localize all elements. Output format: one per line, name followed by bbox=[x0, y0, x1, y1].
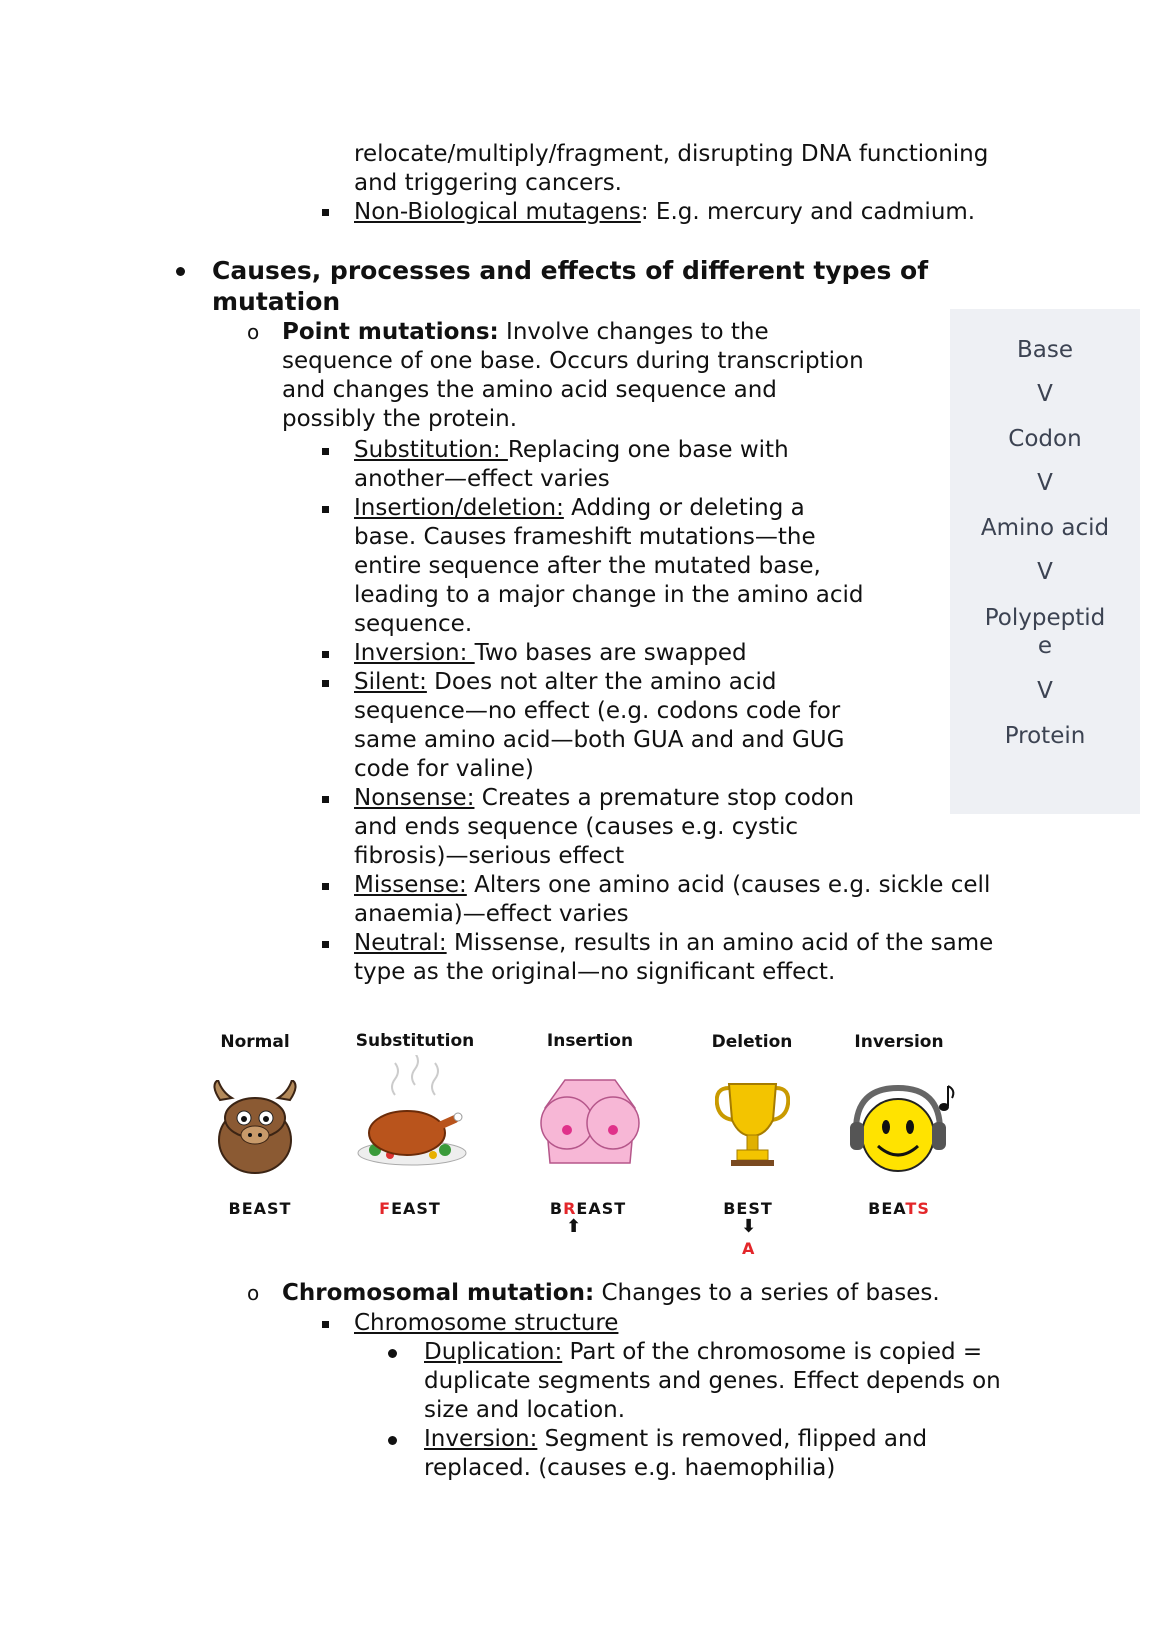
word-part: EAST bbox=[576, 1199, 627, 1218]
word-part: BEA bbox=[868, 1199, 906, 1218]
figure-label: Substitution bbox=[355, 1031, 475, 1051]
sidebar-amino: Amino acid bbox=[980, 515, 1110, 541]
item-label: Missense: bbox=[354, 872, 467, 898]
text-line: another—effect varies bbox=[354, 466, 610, 492]
item-label: Neutral: bbox=[354, 930, 447, 956]
section-heading-cont: mutation bbox=[212, 287, 341, 316]
text-line: duplicate segments and genes. Effect depends on bbox=[424, 1368, 1001, 1394]
item-text: Adding or deleting a bbox=[563, 495, 805, 521]
item-text: Creates a premature stop codon bbox=[474, 785, 855, 811]
figure-word: BEST bbox=[723, 1199, 773, 1218]
text-line: and ends sequence (causes e.g. cystic bbox=[354, 814, 799, 840]
bullet-square bbox=[322, 941, 329, 948]
item-label: Insertion/deletion: bbox=[354, 495, 564, 521]
bullet-square bbox=[322, 209, 329, 216]
inversion-item bbox=[354, 639, 747, 668]
sidebar-arrow: V bbox=[1037, 470, 1053, 496]
item-text: : E.g. mercury and cadmium. bbox=[640, 199, 976, 225]
point-mutations-line bbox=[282, 318, 769, 347]
text-line: entire sequence after the mutated base, bbox=[354, 553, 821, 579]
text-line: and triggering cancers. bbox=[354, 170, 622, 196]
sidebar-arrow: V bbox=[1037, 678, 1053, 704]
chromosome-inversion-item bbox=[424, 1425, 927, 1454]
text-line: type as the original—no significant effect. bbox=[354, 959, 836, 985]
text-line: sequence. bbox=[354, 611, 473, 637]
item-label: Substitution: bbox=[354, 437, 508, 463]
chromosome-structure-label: Chromosome structure bbox=[354, 1310, 619, 1336]
item-text: Missense, results in an amino acid of the same bbox=[446, 930, 994, 956]
insertion-item bbox=[354, 494, 805, 523]
text-line: code for valine) bbox=[354, 756, 534, 782]
neutral-item bbox=[354, 929, 993, 958]
figure-word bbox=[834, 1194, 964, 1223]
text-line: base. Causes frameshift mutations—the bbox=[354, 524, 816, 550]
bullet-dot bbox=[388, 1436, 397, 1445]
item-text: Alters one amino acid (causes e.g. sickle cell bbox=[466, 872, 991, 898]
sidebar-polypeptide: Polypeptid bbox=[984, 605, 1106, 631]
chromosomal-title: Chromosomal mutation: bbox=[282, 1280, 595, 1306]
item-text: Two bases are swapped bbox=[474, 640, 747, 666]
sidebar-polypeptide-cont: e bbox=[1037, 633, 1053, 659]
figure-label: Normal bbox=[220, 1032, 290, 1052]
sidebar-protein: Protein bbox=[1004, 723, 1086, 749]
silent-item bbox=[354, 668, 776, 697]
text-line: same amino acid—both GUA and and GUG bbox=[354, 727, 845, 753]
bullet-square bbox=[322, 448, 329, 455]
up-arrow-icon: ⬆ bbox=[566, 1216, 582, 1237]
mutation-figure bbox=[0, 1000, 1158, 1260]
text: Changes to a series of bases. bbox=[594, 1280, 940, 1306]
text-line: relocate/multiply/fragment, disrupting DNA functioning bbox=[354, 141, 989, 167]
item-label: Inversion: bbox=[354, 640, 475, 666]
bullet-square bbox=[322, 796, 329, 803]
item-label: Silent: bbox=[354, 669, 427, 695]
bullet-dot bbox=[176, 267, 185, 276]
inserted-letter: R bbox=[563, 1199, 577, 1218]
figure-word bbox=[523, 1194, 653, 1223]
text: Involve changes to the bbox=[498, 319, 769, 345]
bull-icon bbox=[210, 1080, 300, 1175]
nonsense-item bbox=[354, 784, 854, 813]
down-arrow-icon: ⬇ bbox=[741, 1216, 757, 1237]
nonbio-item bbox=[354, 198, 975, 227]
chromosomal-line bbox=[282, 1279, 940, 1308]
text-line: fibrosis)—serious effect bbox=[354, 843, 625, 869]
sidebar-codon: Codon bbox=[1008, 426, 1082, 452]
text-line: size and location. bbox=[424, 1397, 626, 1423]
item-text: Part of the chromosome is copied = bbox=[562, 1339, 983, 1365]
bullet-square bbox=[322, 680, 329, 687]
text-line: anaemia)—effect varies bbox=[354, 901, 629, 927]
text-line: and changes the amino acid sequence and bbox=[282, 377, 777, 403]
changed-letter: F bbox=[379, 1199, 392, 1218]
item-label: Duplication: bbox=[424, 1339, 563, 1365]
bullet-dot bbox=[388, 1349, 397, 1358]
sidebar-base: Base bbox=[1016, 337, 1073, 363]
figure-word bbox=[345, 1194, 475, 1223]
bullet-square bbox=[322, 883, 329, 890]
duplication-item bbox=[424, 1338, 982, 1367]
text-line: sequence—no effect (e.g. codons code for bbox=[354, 698, 841, 724]
sidebar-pathway bbox=[950, 309, 1140, 814]
item-text: Replacing one base with bbox=[507, 437, 789, 463]
bullet-square bbox=[322, 1321, 329, 1328]
item-label: Inversion: bbox=[424, 1426, 538, 1452]
figure-label: Insertion bbox=[546, 1031, 634, 1051]
section-heading: Causes, processes and effects of different types of bbox=[212, 256, 929, 285]
figure-label: Inversion bbox=[854, 1032, 944, 1052]
bullet-circle: o bbox=[247, 320, 260, 344]
text-line: replaced. (causes e.g. haemophilia) bbox=[424, 1455, 836, 1481]
removed-letter: A bbox=[742, 1239, 755, 1258]
item-label: Non-Biological mutagens bbox=[354, 199, 641, 225]
bullet-square bbox=[322, 651, 329, 658]
bullet-square bbox=[322, 506, 329, 513]
item-label: Nonsense: bbox=[354, 785, 475, 811]
text-line: possibly the protein. bbox=[282, 406, 518, 432]
text-line: leading to a major change in the amino acid bbox=[354, 582, 864, 608]
text-line: sequence of one base. Occurs during transcription bbox=[282, 348, 864, 374]
word-rest: EAST bbox=[391, 1199, 441, 1218]
missense-item bbox=[354, 871, 990, 900]
bullet-circle: o bbox=[247, 1281, 260, 1305]
figure-label: Deletion bbox=[711, 1032, 793, 1052]
breast-icon bbox=[535, 1078, 645, 1173]
smiley-headphones-icon bbox=[848, 1080, 958, 1180]
sidebar-arrow: V bbox=[1037, 381, 1053, 407]
swapped-letters: TS bbox=[905, 1199, 930, 1218]
trophy-icon bbox=[715, 1080, 790, 1175]
figure-word: BEAST bbox=[228, 1199, 292, 1218]
item-text: Segment is removed, flipped and bbox=[537, 1426, 928, 1452]
item-text: Does not alter the amino acid bbox=[426, 669, 777, 695]
sidebar-arrow: V bbox=[1037, 559, 1053, 585]
substitution-item bbox=[354, 436, 789, 465]
word-part: B bbox=[549, 1199, 564, 1218]
point-title: Point mutations: bbox=[282, 319, 499, 345]
roast-turkey-icon bbox=[355, 1055, 470, 1175]
